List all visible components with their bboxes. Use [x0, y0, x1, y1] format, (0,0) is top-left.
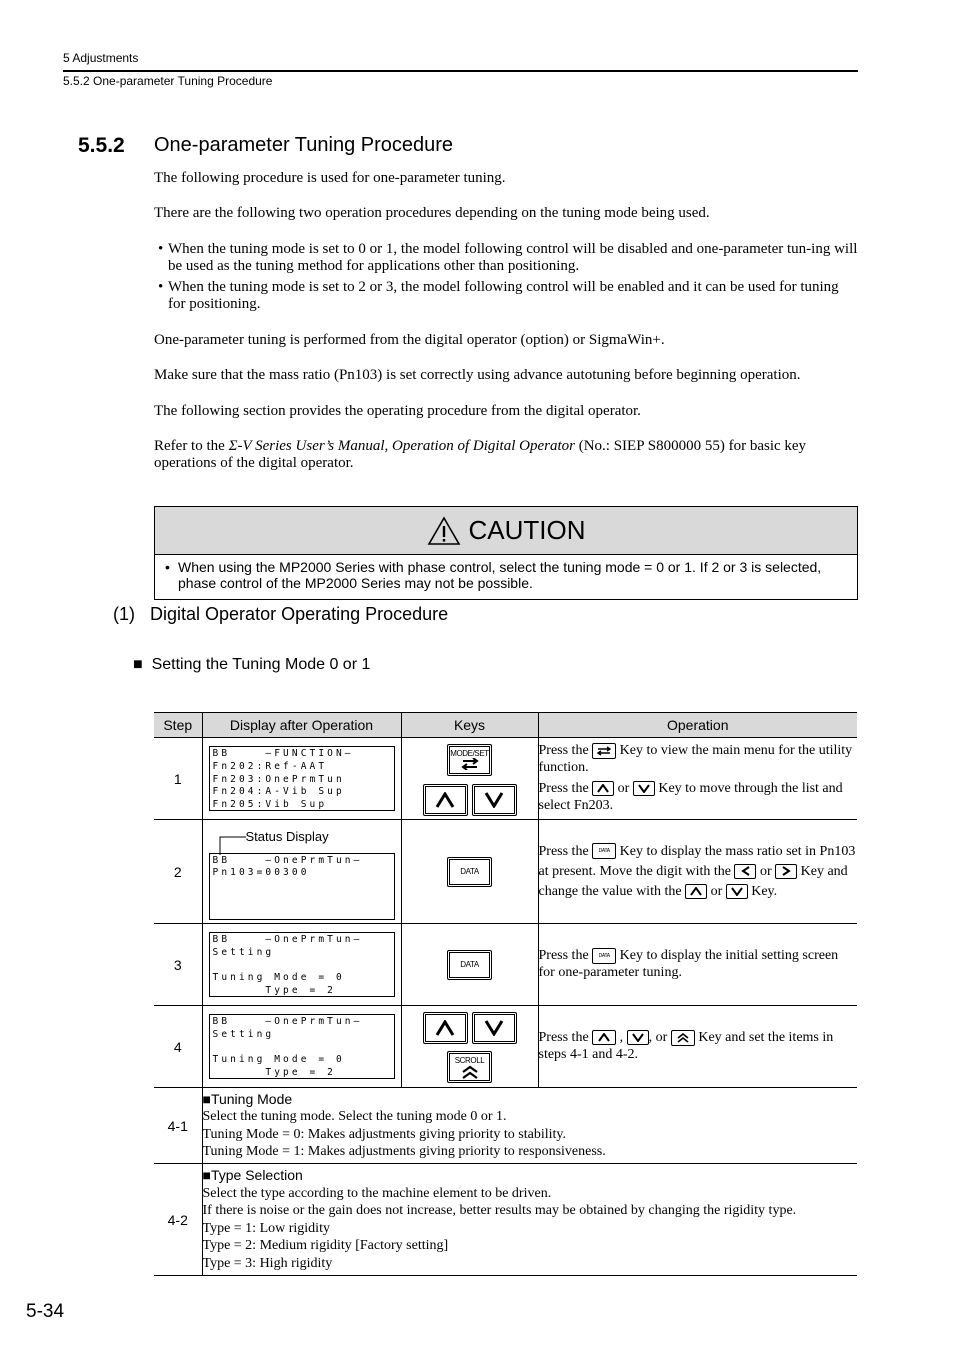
intro-bullet-1: • When the tuning mode is set to 0 or 1, the model following control will be disabled and one-parameter tun-ing will be used as the tuning method for applications other than positioning.: [158, 241, 858, 274]
lcd-display: BB —OnePrmTun— Setting Tuning Mode = 0 Type = 2: [209, 932, 395, 997]
data-key[interactable]: DATA: [447, 950, 492, 980]
status-display-label: Status Display: [245, 828, 329, 844]
caution-header: [155, 507, 857, 555]
tuning-mode-heading: ■Tuning Mode: [202, 1090, 293, 1107]
display-cell: [202, 738, 401, 820]
table-row: [154, 924, 857, 1006]
column-header-operation: Operation: [538, 713, 857, 738]
manual-title: Σ-V Series User’s Manual, Operation of Digital Operator: [228, 438, 575, 454]
subsubsection-heading: ■ Setting the Tuning Mode 0 or 1: [133, 656, 371, 673]
page-number: 5-34: [26, 1301, 65, 1322]
down-key[interactable]: [472, 1012, 517, 1044]
down-key[interactable]: [472, 784, 517, 816]
lcd-display: BB —OnePrmTun— Pn103=00300: [209, 853, 395, 920]
mode-cycle-icon: [459, 758, 481, 770]
procedure-table: [154, 712, 857, 1276]
down-key-icon: [633, 781, 655, 796]
lcd-display: BB —FUNCTION— Fn202:Ref-AAT Fn203:OnePrmTun Fn204:A-Vib Sup Fn205:Vib Sup: [209, 746, 395, 811]
section-title: One-parameter Tuning Procedure: [154, 134, 454, 156]
table-row: [154, 1006, 857, 1088]
table-header-row: [154, 713, 857, 738]
data-key-icon: DATA: [592, 948, 616, 964]
column-header-step: Step: [154, 713, 202, 738]
step-cell: 4-1: [154, 1088, 202, 1164]
display-cell: [202, 820, 401, 924]
keys-cell: [401, 820, 538, 924]
keys-cell: [401, 924, 538, 1006]
keys-cell: [401, 738, 538, 820]
mode-set-key-icon: [592, 743, 616, 759]
intro-paragraph-3: One-parameter tuning is performed from the digital operator (option) or SigmaWin+.: [154, 332, 665, 348]
step-cell: 4-2: [154, 1164, 202, 1276]
display-cell: [202, 1006, 401, 1088]
down-key-icon: [627, 1030, 649, 1045]
caution-title: CAUTION: [468, 515, 586, 545]
leader-line-icon: [218, 833, 248, 855]
up-key-icon: [685, 884, 707, 899]
down-arrow-icon: [484, 792, 504, 808]
double-up-arrow-icon: [460, 1065, 480, 1079]
column-header-keys: Keys: [401, 713, 538, 738]
intro-paragraph-6: Refer to the Σ-V Series User’s Manual, Operation of Digital Operator (No.: SIEP S800000 55) for basic key operations of the digital operator.: [154, 438, 807, 471]
intro-paragraph-5: The following section provides the operating procedure from the digital operator.: [154, 403, 641, 419]
left-key-icon: [734, 864, 756, 879]
keys-cell: [401, 1006, 538, 1088]
mode-set-key[interactable]: MODE/SET: [447, 744, 492, 776]
header-rule: [63, 70, 858, 72]
section-number: 5.5.2: [78, 134, 125, 157]
type-selection-description: ■Type Selection Select the type according to the machine element to be driven. If there is noise or the gain does not increase, better results may be obtained by changing the rigidity type. Type = 1: Low rigidity Type = 2: Medium rigidity [Factory setting] Type = 3: High rigidity: [202, 1164, 857, 1276]
step-cell: 1: [154, 738, 202, 820]
step-cell: 4: [154, 1006, 202, 1088]
operation-cell: Press the DATA Key to display the initial setting screen for one-parameter tuning.: [538, 924, 857, 1006]
operation-cell: Press the DATA Key to display the mass ratio set in Pn103 at present. Move the digit with the or Key and change the value with the or Key.: [538, 820, 857, 924]
step-cell: 2: [154, 820, 202, 924]
down-arrow-icon: [484, 1020, 504, 1036]
intro-paragraph-2: There are the following two operation procedures depending on the tuning mode being used.: [154, 205, 710, 221]
caution-box: [154, 506, 858, 600]
tuning-mode-description: ■Tuning Mode Select the tuning mode. Select the tuning mode 0 or 1. Tuning Mode = 0: Makes adjustments giving priority to stability. Tuning Mode = 1: Makes adjustments giving priority to responsiveness.: [202, 1088, 857, 1164]
table-row: [154, 1164, 857, 1276]
column-header-display: Display after Operation: [202, 713, 401, 738]
type-selection-heading: ■Type Selection: [202, 1167, 303, 1183]
subsection-heading: (1) Digital Operator Operating Procedure: [113, 604, 449, 624]
up-arrow-icon: [435, 792, 455, 808]
up-key-icon: [592, 781, 614, 796]
square-bullet-icon: ■: [133, 656, 143, 673]
right-key-icon: [775, 864, 797, 879]
up-arrow-icon: [435, 1020, 455, 1036]
intro-paragraph-1: The following procedure is used for one-parameter tuning.: [154, 170, 506, 186]
running-header-chapter: 5 Adjustments: [63, 51, 139, 65]
intro-bullet-2: • When the tuning mode is set to 2 or 3, the model following control will be enabled and it can be used for tuning for positioning.: [158, 279, 839, 312]
running-header-section: 5.5.2 One-parameter Tuning Procedure: [63, 74, 273, 88]
table-row: [154, 820, 857, 924]
data-key-icon: DATA: [592, 843, 616, 859]
caution-text: • When using the MP2000 Series with phase control, select the tuning mode = 0 or 1. If 2 or 3 is selected, phase control of the MP2000 Series may not be possible.: [165, 559, 822, 591]
operation-cell: Press the , , or Key and set the items in steps 4-1 and 4-2.: [538, 1006, 857, 1088]
step-cell: 3: [154, 924, 202, 1006]
scroll-key[interactable]: SCROLL: [447, 1051, 492, 1083]
data-key[interactable]: DATA: [447, 857, 492, 887]
intro-paragraph-4: Make sure that the mass ratio (Pn103) is set correctly using advance autotuning before beginning operation.: [154, 367, 801, 383]
table-row: [154, 1088, 857, 1164]
up-key[interactable]: [423, 784, 468, 816]
display-cell: [202, 924, 401, 1006]
down-key-icon: [726, 884, 748, 899]
operation-cell: Press the Key to view the main menu for the utility function. Press the or Key to move through the list and select Fn203.: [538, 738, 857, 820]
up-key[interactable]: [423, 1012, 468, 1044]
scroll-key-icon: [671, 1030, 695, 1046]
warning-triangle-icon: [427, 516, 461, 546]
table-row: [154, 738, 857, 820]
lcd-display: BB —OnePrmTun— Setting Tuning Mode = 0 Type = 2: [209, 1014, 395, 1079]
up-key-icon: [592, 1030, 616, 1045]
